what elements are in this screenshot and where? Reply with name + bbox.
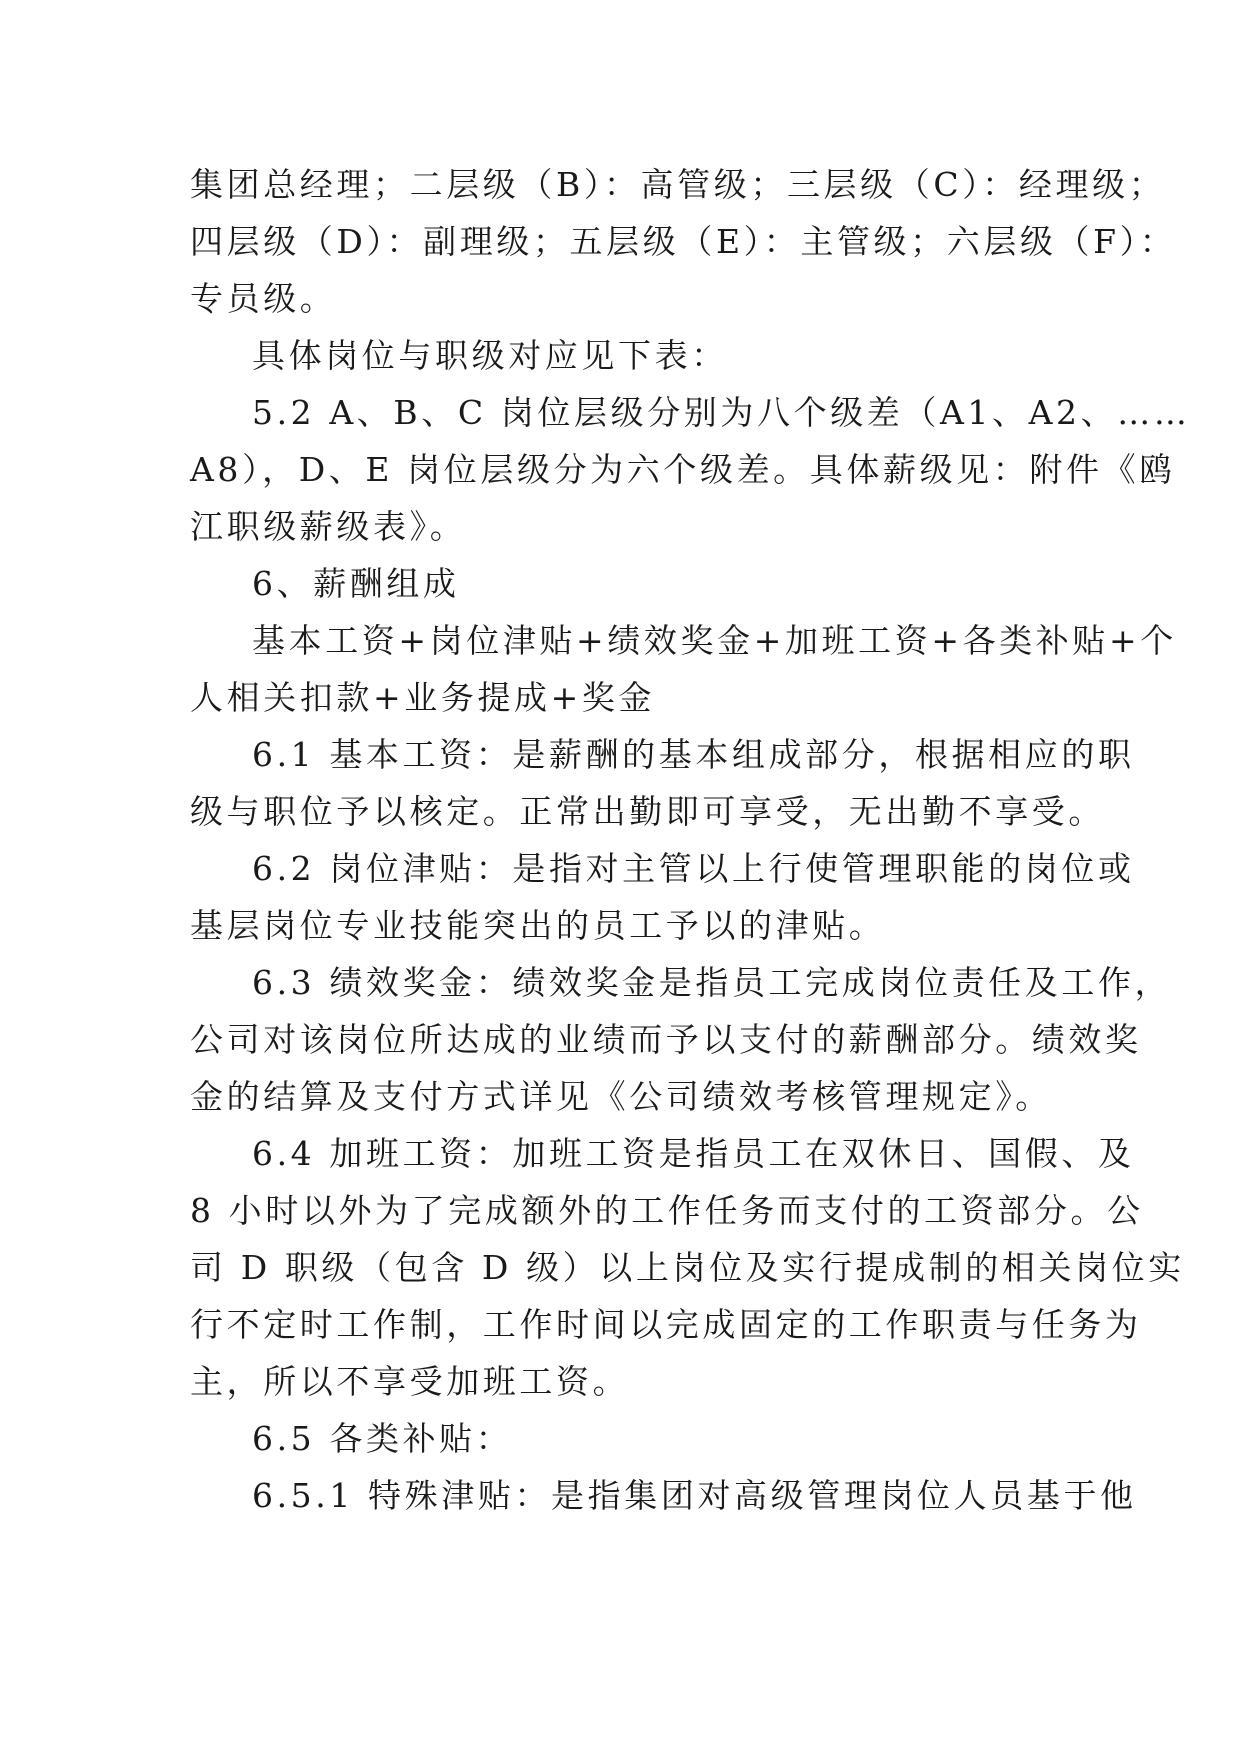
text-line: 江职级薪级表》。 (190, 507, 467, 546)
text-line: 6.4 加班工资：加班工资是指员工在双休日、国假、及 (252, 1134, 1135, 1173)
text-line: 公司对该岗位所达成的业绩而予以支付的薪酬部分。绩效奖 (190, 1020, 1142, 1059)
text-line: 6.5 各类补贴： (252, 1419, 513, 1458)
text-line: 金的结算及支付方式详见《公司绩效考核管理规定》。 (190, 1077, 1052, 1116)
text-line: 5.2 A、B、C 岗位层级分别为八个级差（A1、A2、…… (252, 393, 1191, 432)
text-line: A8），D、E 岗位层级分为六个级差。具体薪级见：附件《鸥 (190, 450, 1176, 489)
text-line: 人相关扣款+业务提成+奖金 (190, 678, 656, 717)
text-line: 司 D 职级（包含 D 级）以上岗位及实行提成制的相关岗位实 (190, 1248, 1185, 1287)
text-line: 主，所以不享受加班工资。 (190, 1362, 630, 1401)
text-line: 专员级。 (190, 279, 337, 318)
text-line: 具体岗位与职级对应见下表： (252, 336, 728, 375)
text-line: 四层级（D）：副理级；五层级（E）：主管级；六层级（F）： (190, 222, 1177, 261)
text-line: 6.3 绩效奖金：绩效奖金是指员工完成岗位责任及工作， (252, 963, 1172, 1002)
text-line: 8 小时以外为了完成额外的工作任务而支付的工资部分。公 (190, 1191, 1144, 1230)
text-line: 基层岗位专业技能突出的员工予以的津贴。 (190, 906, 886, 945)
text-line: 集团总经理；二层级（B）：高管级；三层级（C）：经理级； (190, 165, 1166, 204)
text-line: 行不定时工作制，工作时间以完成固定的工作职责与任务为 (190, 1305, 1142, 1344)
text-line: 6.5.1 特殊津贴：是指集团对高级管理岗位人员基于他 (252, 1476, 1137, 1515)
text-line: 6.2 岗位津贴：是指对主管以上行使管理职能的岗位或 (252, 849, 1135, 888)
section-heading: 6、薪酬组成 (252, 564, 460, 603)
text-line: 6.1 基本工资：是薪酬的基本组成部分，根据相应的职 (252, 735, 1135, 774)
text-line: 级与职位予以核定。正常出勤即可享受，无出勤不享受。 (190, 792, 1105, 831)
text-line: 基本工资+岗位津贴+绩效奖金+加班工资+各类补贴+个 (252, 621, 1177, 660)
